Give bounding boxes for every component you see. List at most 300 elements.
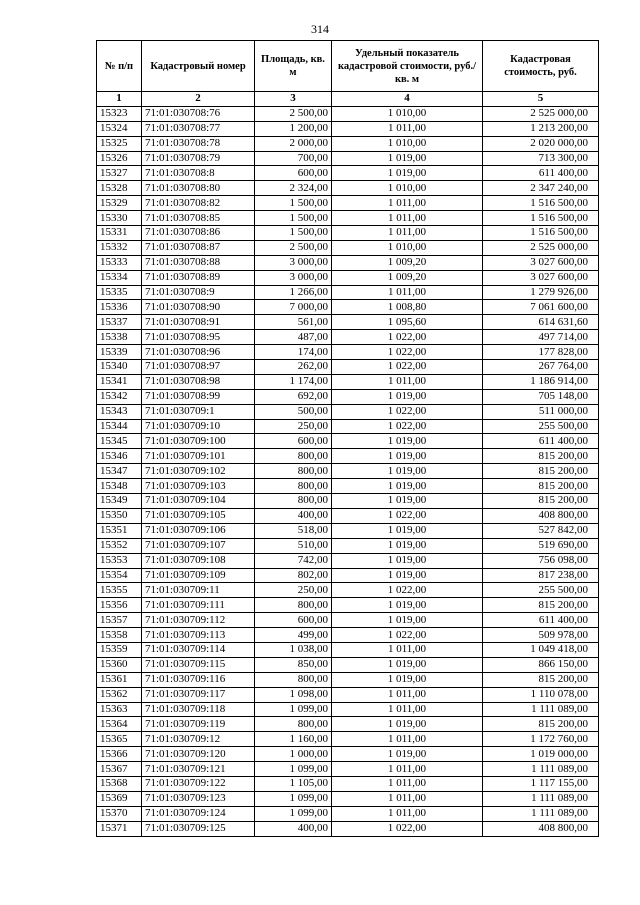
table-body [97,106,599,836]
specific-value-cell: 1 011,00 [332,776,483,791]
cadastral-value-cell: 177 828,00 [483,345,599,360]
table-row [97,568,599,583]
column-numbers-row [97,92,599,107]
table-row [97,449,599,464]
specific-value-cell: 1 022,00 [332,330,483,345]
row-number-cell: 15361 [97,672,142,687]
area-cell: 600,00 [255,166,332,181]
table-row [97,672,599,687]
cadastral-number-cell: 71:01:030709:120 [142,747,255,762]
row-number-cell: 15332 [97,240,142,255]
row-number-cell: 15368 [97,776,142,791]
cadastral-value-cell: 1 111 089,00 [483,791,599,806]
row-number-cell: 15335 [97,285,142,300]
specific-value-cell: 1 009,20 [332,255,483,270]
specific-value-cell: 1 011,00 [332,687,483,702]
row-number-cell: 15360 [97,657,142,672]
table-row [97,389,599,404]
area-cell: 1 038,00 [255,642,332,657]
cadastral-value-cell: 527 842,00 [483,523,599,538]
cadastral-number-cell: 71:01:030709:100 [142,434,255,449]
specific-value-cell: 1 019,00 [332,657,483,672]
row-number-cell: 15329 [97,196,142,211]
specific-value-cell: 1 011,00 [332,806,483,821]
row-number-cell: 15358 [97,628,142,643]
cadastral-number-cell: 71:01:030708:96 [142,345,255,360]
specific-value-cell: 1 019,00 [332,449,483,464]
area-cell: 510,00 [255,538,332,553]
area-cell: 7 000,00 [255,300,332,315]
row-number-cell: 15339 [97,345,142,360]
cadastral-number-cell: 71:01:030708:90 [142,300,255,315]
row-number-cell: 15347 [97,464,142,479]
table-row [97,806,599,821]
row-number-cell: 15365 [97,732,142,747]
row-number-cell: 15367 [97,762,142,777]
cadastral-number-cell: 71:01:030708:99 [142,389,255,404]
cadastral-number-cell: 71:01:030709:123 [142,791,255,806]
row-number-cell: 15371 [97,821,142,836]
table-row [97,360,599,375]
table-row [97,196,599,211]
row-number-cell: 15351 [97,523,142,538]
cadastral-number-cell: 71:01:030709:114 [142,642,255,657]
cadastral-value-cell: 1 019 000,00 [483,747,599,762]
cadastral-number-cell: 71:01:030708:80 [142,181,255,196]
table-header-row [97,41,599,92]
cadastral-value-cell: 1 110 078,00 [483,687,599,702]
table-row [97,642,599,657]
area-cell: 499,00 [255,628,332,643]
area-cell: 600,00 [255,434,332,449]
specific-value-cell: 1 019,00 [332,389,483,404]
row-number-cell: 15325 [97,136,142,151]
specific-value-cell: 1 011,00 [332,732,483,747]
row-number-cell: 15362 [97,687,142,702]
specific-value-cell: 1 019,00 [332,479,483,494]
cadastral-value-cell: 815 200,00 [483,717,599,732]
specific-value-cell: 1 011,00 [332,121,483,136]
specific-value-cell: 1 010,00 [332,136,483,151]
cadastral-number-cell: 71:01:030708:97 [142,360,255,375]
area-cell: 400,00 [255,821,332,836]
cadastral-value-cell: 3 027 600,00 [483,270,599,285]
area-cell: 1 099,00 [255,806,332,821]
cadastral-number-cell: 71:01:030708:76 [142,106,255,121]
specific-value-cell: 1 011,00 [332,196,483,211]
cadastral-number-cell: 71:01:030709:121 [142,762,255,777]
row-number-cell: 15334 [97,270,142,285]
table-row [97,330,599,345]
cadastral-value-cell: 611 400,00 [483,613,599,628]
specific-value-cell: 1 019,00 [332,568,483,583]
table-row [97,717,599,732]
cadastral-number-cell: 71:01:030708:88 [142,255,255,270]
cadastral-number-cell: 71:01:030709:12 [142,732,255,747]
area-cell: 174,00 [255,345,332,360]
area-cell: 250,00 [255,583,332,598]
row-number-cell: 15359 [97,642,142,657]
row-number-cell: 15340 [97,360,142,375]
specific-value-cell: 1 011,00 [332,762,483,777]
area-cell: 1 266,00 [255,285,332,300]
row-number-cell: 15364 [97,717,142,732]
cadastral-number-cell: 71:01:030708:79 [142,151,255,166]
cadastral-number-cell: 71:01:030709:10 [142,419,255,434]
table-row [97,657,599,672]
row-number-cell: 15337 [97,315,142,330]
row-number-cell: 15346 [97,449,142,464]
specific-value-cell: 1 019,00 [332,747,483,762]
table-row [97,270,599,285]
cadastral-number-cell: 71:01:030708:86 [142,226,255,241]
area-cell: 800,00 [255,479,332,494]
cadastral-value-cell: 267 764,00 [483,360,599,375]
specific-value-cell: 1 019,00 [332,553,483,568]
column-number: 3 [255,92,332,107]
specific-value-cell: 1 022,00 [332,345,483,360]
specific-value-cell: 1 019,00 [332,538,483,553]
table-row [97,151,599,166]
area-cell: 850,00 [255,657,332,672]
cadastral-number-cell: 71:01:030708:85 [142,211,255,226]
specific-value-cell: 1 010,00 [332,240,483,255]
specific-value-cell: 1 022,00 [332,360,483,375]
cadastral-value-cell: 255 500,00 [483,419,599,434]
cadastral-value-cell: 1 516 500,00 [483,226,599,241]
specific-value-cell: 1 019,00 [332,672,483,687]
area-cell: 742,00 [255,553,332,568]
specific-value-cell: 1 019,00 [332,523,483,538]
cadastral-number-cell: 71:01:030709:108 [142,553,255,568]
cadastral-value-cell: 2 020 000,00 [483,136,599,151]
table-row [97,687,599,702]
specific-value-cell: 1 011,00 [332,791,483,806]
cadastral-value-cell: 1 111 089,00 [483,702,599,717]
row-number-cell: 15353 [97,553,142,568]
cadastral-value-cell: 815 200,00 [483,479,599,494]
area-cell: 800,00 [255,449,332,464]
column-number: 1 [97,92,142,107]
area-cell: 3 000,00 [255,255,332,270]
specific-value-cell: 1 019,00 [332,494,483,509]
cadastral-value-cell: 1 117 155,00 [483,776,599,791]
row-number-cell: 15355 [97,583,142,598]
cadastral-number-cell: 71:01:030708:82 [142,196,255,211]
cadastral-value-cell: 2 525 000,00 [483,240,599,255]
cadastral-number-cell: 71:01:030709:11 [142,583,255,598]
cadastral-number-cell: 71:01:030708:87 [142,240,255,255]
row-number-cell: 15370 [97,806,142,821]
specific-value-cell: 1 022,00 [332,404,483,419]
cadastral-value-cell: 3 027 600,00 [483,255,599,270]
cadastral-number-cell: 71:01:030709:101 [142,449,255,464]
cadastral-number-cell: 71:01:030709:1 [142,404,255,419]
table-row [97,121,599,136]
page-number: 314 [311,22,329,36]
table-row [97,226,599,241]
specific-value-cell: 1 022,00 [332,419,483,434]
specific-value-cell: 1 022,00 [332,508,483,523]
row-number-cell: 15328 [97,181,142,196]
row-number-cell: 15327 [97,166,142,181]
specific-value-cell: 1 019,00 [332,464,483,479]
cadastral-value-cell: 1 111 089,00 [483,762,599,777]
cadastral-value-cell: 1 279 926,00 [483,285,599,300]
area-cell: 1 099,00 [255,791,332,806]
table-row [97,791,599,806]
table-row [97,508,599,523]
specific-value-cell: 1 011,00 [332,226,483,241]
row-number-cell: 15344 [97,419,142,434]
cadastral-number-cell: 71:01:030708:78 [142,136,255,151]
table-row [97,285,599,300]
area-cell: 800,00 [255,464,332,479]
specific-value-cell: 1 022,00 [332,583,483,598]
specific-value-cell: 1 010,00 [332,106,483,121]
cadastral-value-cell: 815 200,00 [483,598,599,613]
cadastral-number-cell: 71:01:030709:106 [142,523,255,538]
cadastral-value-cell: 713 300,00 [483,151,599,166]
specific-value-cell: 1 011,00 [332,285,483,300]
cadastral-number-cell: 71:01:030709:107 [142,538,255,553]
cadastral-value-cell: 815 200,00 [483,449,599,464]
table-row [97,613,599,628]
table-row [97,300,599,315]
table-row [97,479,599,494]
row-number-cell: 15348 [97,479,142,494]
cadastral-number-cell: 71:01:030709:119 [142,717,255,732]
row-number-cell: 15326 [97,151,142,166]
table-row [97,702,599,717]
cadastral-value-cell: 614 631,60 [483,315,599,330]
table-row [97,762,599,777]
specific-value-cell: 1 011,00 [332,374,483,389]
cadastral-number-cell: 71:01:030708:91 [142,315,255,330]
area-cell: 1 500,00 [255,226,332,241]
cadastral-number-cell: 71:01:030709:124 [142,806,255,821]
row-number-cell: 15369 [97,791,142,806]
row-number-cell: 15354 [97,568,142,583]
row-number-cell: 15331 [97,226,142,241]
area-cell: 3 000,00 [255,270,332,285]
row-number-cell: 15333 [97,255,142,270]
table-row [97,181,599,196]
cadastral-number-cell: 71:01:030708:98 [142,374,255,389]
table-row [97,136,599,151]
specific-value-cell: 1 008,80 [332,300,483,315]
area-cell: 1 160,00 [255,732,332,747]
table-row [97,345,599,360]
area-cell: 500,00 [255,404,332,419]
header-cadastral-value: Кадастровая стоимость, руб. [483,41,599,92]
row-number-cell: 15324 [97,121,142,136]
cadastral-value-cell: 611 400,00 [483,166,599,181]
cadastral-value-cell: 817 238,00 [483,568,599,583]
area-cell: 400,00 [255,508,332,523]
cadastral-value-cell: 255 500,00 [483,583,599,598]
table-row [97,419,599,434]
specific-value-cell: 1 095,60 [332,315,483,330]
cadastral-value-cell: 1 172 760,00 [483,732,599,747]
cadastral-number-cell: 71:01:030709:117 [142,687,255,702]
area-cell: 800,00 [255,672,332,687]
cadastral-number-cell: 71:01:030709:105 [142,508,255,523]
cadastral-value-cell: 1 111 089,00 [483,806,599,821]
table-row [97,598,599,613]
cadastral-value-cell: 815 200,00 [483,494,599,509]
header-specific-value: Удельный показатель кадастровой стоимости, руб./кв. м [332,41,483,92]
cadastral-number-cell: 71:01:030709:103 [142,479,255,494]
row-number-cell: 15336 [97,300,142,315]
table-row [97,628,599,643]
cadastral-number-cell: 71:01:030709:109 [142,568,255,583]
area-cell: 262,00 [255,360,332,375]
cadastral-value-cell: 815 200,00 [483,672,599,687]
specific-value-cell: 1 019,00 [332,151,483,166]
cadastral-value-cell: 1 186 914,00 [483,374,599,389]
area-cell: 1 098,00 [255,687,332,702]
specific-value-cell: 1 009,20 [332,270,483,285]
table-row [97,494,599,509]
specific-value-cell: 1 022,00 [332,821,483,836]
cadastral-value-cell: 756 098,00 [483,553,599,568]
column-number: 2 [142,92,255,107]
table-row [97,255,599,270]
cadastral-number-cell: 71:01:030709:116 [142,672,255,687]
cadastral-number-cell: 71:01:030708:89 [142,270,255,285]
table-row [97,821,599,836]
table-row [97,732,599,747]
cadastral-value-cell: 1 213 200,00 [483,121,599,136]
cadastral-number-cell: 71:01:030708:77 [142,121,255,136]
cadastral-value-cell: 408 800,00 [483,821,599,836]
specific-value-cell: 1 019,00 [332,434,483,449]
cadastral-number-cell: 71:01:030708:95 [142,330,255,345]
row-number-cell: 15363 [97,702,142,717]
table-row [97,553,599,568]
area-cell: 1 000,00 [255,747,332,762]
row-number-cell: 15323 [97,106,142,121]
table-row [97,106,599,121]
cadastral-value-cell: 511 000,00 [483,404,599,419]
specific-value-cell: 1 022,00 [332,628,483,643]
cadastral-number-cell: 71:01:030708:8 [142,166,255,181]
cadastral-value-cell: 2 347 240,00 [483,181,599,196]
table-row [97,240,599,255]
area-cell: 600,00 [255,613,332,628]
area-cell: 2 500,00 [255,106,332,121]
area-cell: 700,00 [255,151,332,166]
cadastral-number-cell: 71:01:030709:113 [142,628,255,643]
table-row [97,464,599,479]
table-row [97,211,599,226]
row-number-cell: 15352 [97,538,142,553]
table-row [97,404,599,419]
cadastral-value-cell: 519 690,00 [483,538,599,553]
cadastral-value-cell: 815 200,00 [483,464,599,479]
cadastral-value-cell: 2 525 000,00 [483,106,599,121]
area-cell: 1 099,00 [255,702,332,717]
column-number: 4 [332,92,483,107]
area-cell: 2 000,00 [255,136,332,151]
table-row [97,315,599,330]
header-cadastral-number: Кадастровый номер [142,41,255,92]
specific-value-cell: 1 019,00 [332,166,483,181]
table-row [97,583,599,598]
area-cell: 1 174,00 [255,374,332,389]
cadastral-value-cell: 1 516 500,00 [483,196,599,211]
row-number-cell: 15343 [97,404,142,419]
area-cell: 487,00 [255,330,332,345]
specific-value-cell: 1 019,00 [332,717,483,732]
cadastral-number-cell: 71:01:030709:111 [142,598,255,613]
cadastral-table [96,40,599,837]
column-number: 5 [483,92,599,107]
cadastral-number-cell: 71:01:030709:112 [142,613,255,628]
cadastral-value-cell: 7 061 600,00 [483,300,599,315]
table-row [97,374,599,389]
cadastral-value-cell: 705 148,00 [483,389,599,404]
cadastral-number-cell: 71:01:030709:122 [142,776,255,791]
cadastral-number-cell: 71:01:030709:118 [142,702,255,717]
row-number-cell: 15342 [97,389,142,404]
row-number-cell: 15345 [97,434,142,449]
row-number-cell: 15338 [97,330,142,345]
area-cell: 561,00 [255,315,332,330]
cadastral-value-cell: 1 516 500,00 [483,211,599,226]
area-cell: 250,00 [255,419,332,434]
cadastral-value-cell: 1 049 418,00 [483,642,599,657]
row-number-cell: 15350 [97,508,142,523]
table-row [97,776,599,791]
specific-value-cell: 1 019,00 [332,613,483,628]
cadastral-number-cell: 71:01:030708:9 [142,285,255,300]
cadastral-value-cell: 497 714,00 [483,330,599,345]
specific-value-cell: 1 011,00 [332,702,483,717]
area-cell: 800,00 [255,717,332,732]
row-number-cell: 15349 [97,494,142,509]
area-cell: 1 105,00 [255,776,332,791]
cadastral-number-cell: 71:01:030709:125 [142,821,255,836]
area-cell: 2 324,00 [255,181,332,196]
area-cell: 1 500,00 [255,196,332,211]
specific-value-cell: 1 011,00 [332,642,483,657]
cadastral-value-cell: 509 978,00 [483,628,599,643]
area-cell: 800,00 [255,598,332,613]
area-cell: 800,00 [255,494,332,509]
row-number-cell: 15356 [97,598,142,613]
table-row [97,166,599,181]
cadastral-value-cell: 611 400,00 [483,434,599,449]
area-cell: 518,00 [255,523,332,538]
table-row [97,538,599,553]
row-number-cell: 15357 [97,613,142,628]
area-cell: 1 200,00 [255,121,332,136]
specific-value-cell: 1 019,00 [332,598,483,613]
header-area: Площадь, кв. м [255,41,332,92]
area-cell: 802,00 [255,568,332,583]
cadastral-value-cell: 866 150,00 [483,657,599,672]
row-number-cell: 15330 [97,211,142,226]
area-cell: 2 500,00 [255,240,332,255]
specific-value-cell: 1 011,00 [332,211,483,226]
row-number-cell: 15341 [97,374,142,389]
area-cell: 1 099,00 [255,762,332,777]
area-cell: 692,00 [255,389,332,404]
area-cell: 1 500,00 [255,211,332,226]
table-row [97,747,599,762]
